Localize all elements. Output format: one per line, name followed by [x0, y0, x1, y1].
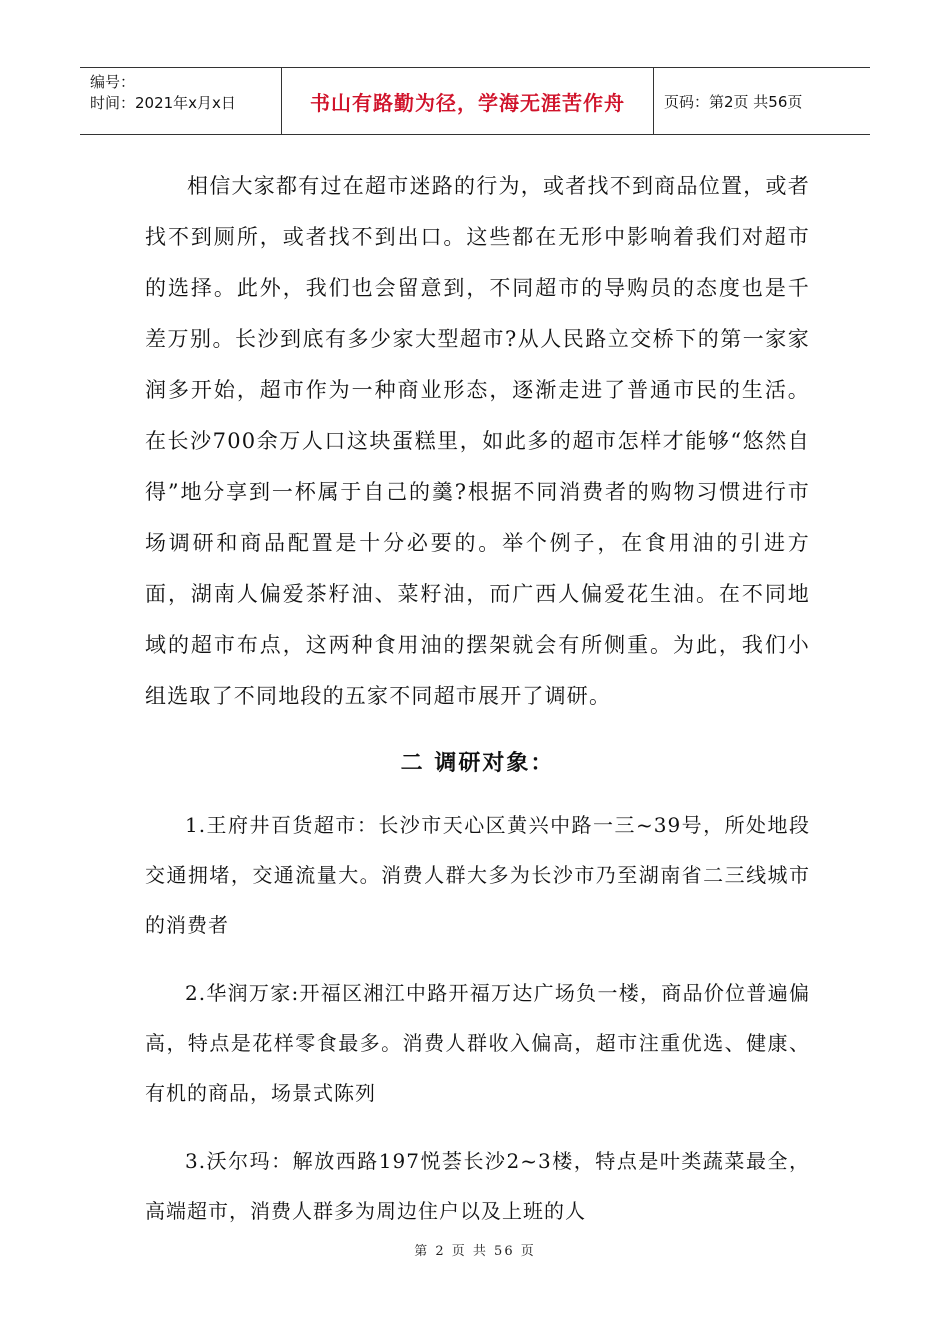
- document-body: [145, 161, 810, 1254]
- page-header: [80, 67, 870, 135]
- research-item-2: 2.华润万家:开福区湘江中路开福万达广场负一楼，商品价位普遍偏高，特点是花样零食最多。消费人群收入偏高，超市注重优选、健康、有机的商品，场景式陈列: [145, 981, 810, 1105]
- research-item-1: 1.王府井百货超市：长沙市天心区黄兴中路一三~39号，所处地段交通拥堵，交通流量大。消费人群大多为长沙市乃至湖南省二三线城市的消费者: [145, 813, 810, 937]
- header-motto: 书山有路勤为径，学海无涯苦作舟: [282, 68, 654, 134]
- intro-paragraph: 相信大家都有过在超市迷路的行为，或者找不到商品位置，或者找不到厕所，或者找不到出口。这些都在无形中影响着我们对超市的选择。此外，我们也会留意到，不同超市的导购员的态度也是千差万别。长沙到底有多少家大型超市?从人民路立交桥下的第一家家润多开始，超市作为一种商业形态，逐渐走进了普通市民的生活。在长沙700余万人口这块蛋糕里，如此多的超市怎样才能够“悠然自得”地分享到一杯属于自己的羹?根据不同消费者的购物习惯进行市场调研和商品配置是十分必要的。举个例子，在食用油的引进方面，湖南人偏爱茶籽油、菜籽油，而广西人偏爱花生油。在不同地域的超市布点，这两种食用油的摆架就会有所侧重。为此，我们小组选取了不同地段的五家不同超市展开了调研。: [145, 174, 810, 708]
- section-heading: 二 调研对象：: [400, 751, 555, 776]
- header-meta: [80, 68, 282, 134]
- time-label: 时间：2021年x月x日: [90, 94, 236, 112]
- research-item-3: 3.沃尔玛：解放西路197悦荟长沙2~3楼，特点是叶类蔬菜最全，高端超市，消费人群多为周边住户以及上班的人: [145, 1149, 810, 1223]
- header-page-info: 页码：第2页 共56页: [664, 92, 803, 111]
- number-label: 编号：: [90, 73, 136, 91]
- page-footer: 第 2 页 共 56 页: [414, 1244, 536, 1259]
